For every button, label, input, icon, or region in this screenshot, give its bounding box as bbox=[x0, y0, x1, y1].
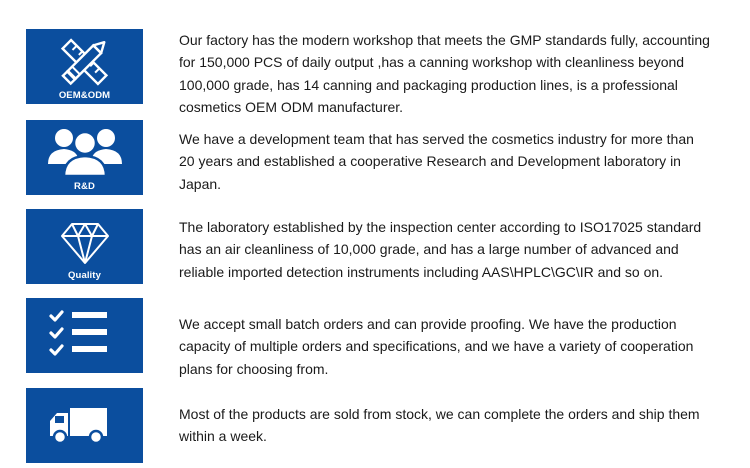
rnd-tile bbox=[26, 120, 143, 195]
shipping-description: Most of the products are sold from stock, we can complete the orders and ship them within a week. bbox=[179, 406, 700, 445]
oem-odm-tile bbox=[26, 29, 143, 104]
orders-tile bbox=[26, 298, 143, 373]
rnd-label: R&D bbox=[74, 181, 95, 192]
oem-odm-description: Our factory has the modern workshop that meets the GMP standards fully, accounting for 150,000 PCS of daily output ,has a canning workshop with cleanliness beyond 100,000 grade, has 14 canning and packaging production lines, is a professional cosmetics OEM ODM manufacturer. bbox=[179, 32, 710, 115]
rnd-description: We have a development team that has served the cosmetics industry for more than 20 years and established a cooperative Research and Development laboratory in Japan. bbox=[179, 131, 694, 192]
checklist-icon bbox=[26, 298, 143, 373]
truck-icon bbox=[26, 388, 143, 463]
shipping-tile bbox=[26, 388, 143, 463]
oem-odm-label: OEM&ODM bbox=[58, 90, 111, 101]
quality-description: The laboratory established by the inspection center according to ISO17025 standard has an air cleanliness of 10,000 grade, and has a large number of advanced and reliable imported detection instruments including AAS\HPLC\GC\IR and so on. bbox=[179, 219, 702, 280]
quality-tile bbox=[26, 209, 143, 284]
quality-label: Quality bbox=[68, 270, 101, 281]
orders-description: We accept small batch orders and can provide proofing. We have the production capacity of multiple orders and specifications, and we have a variety of cooperation plans for choosing from. bbox=[179, 316, 694, 377]
